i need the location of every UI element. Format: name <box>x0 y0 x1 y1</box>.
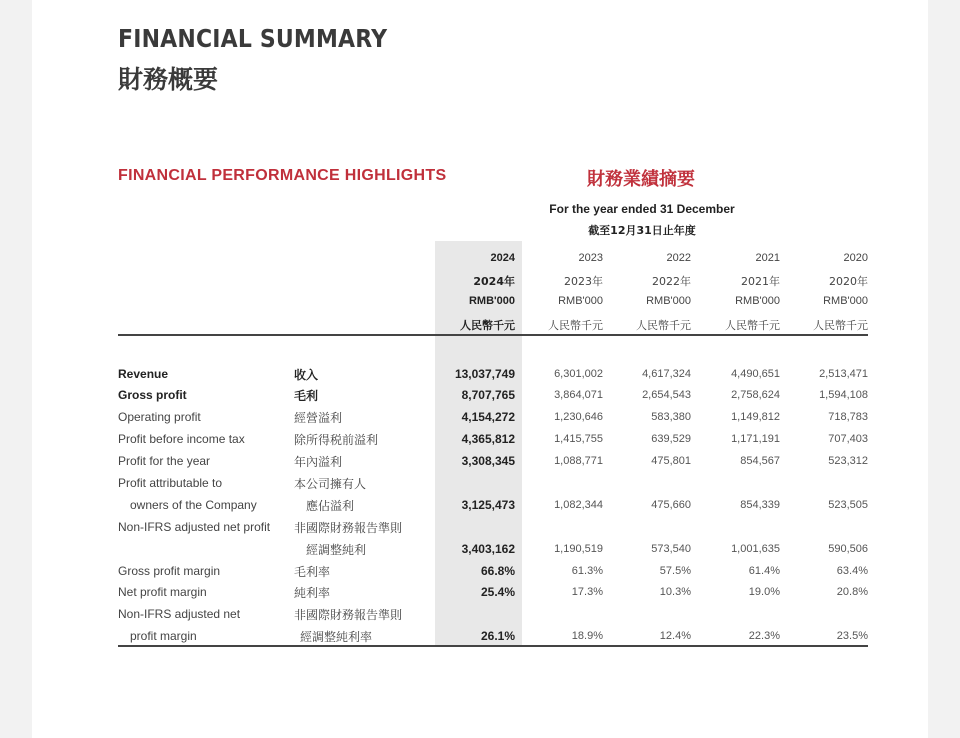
row-label: Net profit margin <box>118 585 207 599</box>
row-label-zh: 毛利 <box>294 389 319 403</box>
value-cell: 8,707,765 <box>461 388 515 402</box>
value-cell: 2,758,624 <box>731 389 780 401</box>
value-cell: 854,339 <box>740 499 780 511</box>
value-cell: 1,001,635 <box>731 543 780 555</box>
value-cell: 1,415,755 <box>554 433 603 445</box>
row-label-zh: 毛利率 <box>294 565 331 579</box>
row-label-cont: profit margin <box>130 629 197 643</box>
row-label-cont: owners of the Company <box>130 498 257 512</box>
value-cell: 573,540 <box>651 543 691 555</box>
value-cell: 475,801 <box>651 455 691 467</box>
row-label-zh: 收入 <box>294 368 319 382</box>
col-unit: RMB'000 <box>558 295 603 307</box>
value-cell: 25.4% <box>480 585 515 599</box>
value-cell: 2,513,471 <box>819 368 868 380</box>
value-cell: 707,403 <box>828 433 868 445</box>
col-unit: RMB'000 <box>646 295 691 307</box>
value-cell: 854,567 <box>740 455 780 467</box>
value-cell: 3,403,162 <box>461 542 515 556</box>
col-unit-zh: 人民幣千元 <box>460 319 515 332</box>
page-title: FINANCIAL SUMMARY <box>118 24 388 53</box>
row-label-zh: 經營溢利 <box>294 411 343 425</box>
col-year: 2022 <box>666 252 691 264</box>
col-year-zh: 2021年 <box>741 275 780 288</box>
row-label-zh-cont: 經調整純利 <box>306 543 367 557</box>
col-year: 2023 <box>578 252 603 264</box>
col-year: 2024 <box>490 252 515 264</box>
value-cell: 61.3% <box>571 565 603 577</box>
row-label: Revenue <box>118 367 169 381</box>
row-label-zh: 非國際財務報告準則 <box>294 521 403 535</box>
value-cell: 2,654,543 <box>642 389 691 401</box>
col-year: 2020 <box>843 252 868 264</box>
row-label-zh: 除所得税前溢利 <box>294 433 379 447</box>
value-cell: 20.8% <box>836 586 868 598</box>
row-label-zh-cont: 經調整純利率 <box>300 630 373 644</box>
col-year-zh: 2020年 <box>829 275 868 288</box>
value-cell: 57.5% <box>659 565 691 577</box>
value-cell: 1,594,108 <box>819 389 868 401</box>
value-cell: 3,308,345 <box>461 454 515 468</box>
row-label: Profit for the year <box>118 454 211 468</box>
row-label-zh: 本公司擁有人 <box>294 477 367 491</box>
col-unit: RMB'000 <box>735 295 780 307</box>
value-cell: 63.4% <box>836 565 868 577</box>
value-cell: 61.4% <box>748 565 780 577</box>
value-cell: 6,301,002 <box>554 368 603 380</box>
document-page <box>32 0 928 738</box>
section-heading-zh: 財務業績摘要 <box>587 169 695 190</box>
row-label-zh-cont: 應佔溢利 <box>306 499 355 513</box>
period-label-zh: 截至12月31日止年度 <box>588 224 696 237</box>
header-rule <box>118 334 868 336</box>
value-cell: 10.3% <box>659 586 691 598</box>
col-unit-zh: 人民幣千元 <box>725 319 780 332</box>
page-title-zh: 財務概要 <box>118 65 219 94</box>
value-cell: 22.3% <box>748 630 780 642</box>
value-cell: 523,505 <box>828 499 868 511</box>
value-cell: 4,365,812 <box>461 432 515 446</box>
value-cell: 523,312 <box>828 455 868 467</box>
value-cell: 4,617,324 <box>642 368 691 380</box>
value-cell: 590,506 <box>828 543 868 555</box>
row-label: Gross profit margin <box>118 564 221 578</box>
col-year-zh: 2024年 <box>473 275 515 288</box>
value-cell: 3,864,071 <box>554 389 603 401</box>
period-label: For the year ended 31 December <box>549 202 735 216</box>
value-cell: 18.9% <box>571 630 603 642</box>
col-year: 2021 <box>755 252 780 264</box>
row-label: Operating profit <box>118 410 201 424</box>
col-year-zh: 2022年 <box>652 275 691 288</box>
section-heading: FINANCIAL PERFORMANCE HIGHLIGHTS <box>118 167 447 184</box>
value-cell: 639,529 <box>651 433 691 445</box>
row-label: Gross profit <box>118 388 187 402</box>
value-cell: 12.4% <box>659 630 691 642</box>
value-cell: 13,037,749 <box>454 367 515 381</box>
col-unit: RMB'000 <box>468 295 515 307</box>
value-cell: 19.0% <box>748 586 780 598</box>
value-cell: 1,088,771 <box>554 455 603 467</box>
row-label-zh: 年內溢利 <box>294 455 343 469</box>
value-cell: 23.5% <box>836 630 868 642</box>
value-cell: 475,660 <box>651 499 691 511</box>
col-unit: RMB'000 <box>823 295 868 307</box>
value-cell: 3,125,473 <box>461 498 515 512</box>
row-label: Non-IFRS adjusted net <box>118 607 241 621</box>
row-label: Profit attributable to <box>118 476 223 490</box>
value-cell: 17.3% <box>571 586 603 598</box>
col-unit-zh: 人民幣千元 <box>636 319 691 332</box>
row-label-zh: 純利率 <box>294 586 331 600</box>
value-cell: 1,171,191 <box>731 433 780 445</box>
col-unit-zh: 人民幣千元 <box>548 319 603 332</box>
value-cell: 4,490,651 <box>731 368 780 380</box>
value-cell: 26.1% <box>480 629 515 643</box>
row-label: Profit before income tax <box>118 432 245 446</box>
value-cell: 1,149,812 <box>731 411 780 423</box>
value-cell: 1,230,646 <box>554 411 603 423</box>
row-label-zh: 非國際財務報告準則 <box>294 608 403 622</box>
value-cell: 4,154,272 <box>461 410 515 424</box>
col-year-zh: 2023年 <box>564 275 603 288</box>
col-unit-zh: 人民幣千元 <box>813 319 868 332</box>
value-cell: 1,082,344 <box>554 499 603 511</box>
value-cell: 66.8% <box>480 564 515 578</box>
value-cell: 583,380 <box>651 411 691 423</box>
footer-rule <box>118 645 868 647</box>
row-label: Non-IFRS adjusted net profit <box>118 520 271 534</box>
value-cell: 718,783 <box>828 411 868 423</box>
value-cell: 1,190,519 <box>554 543 603 555</box>
